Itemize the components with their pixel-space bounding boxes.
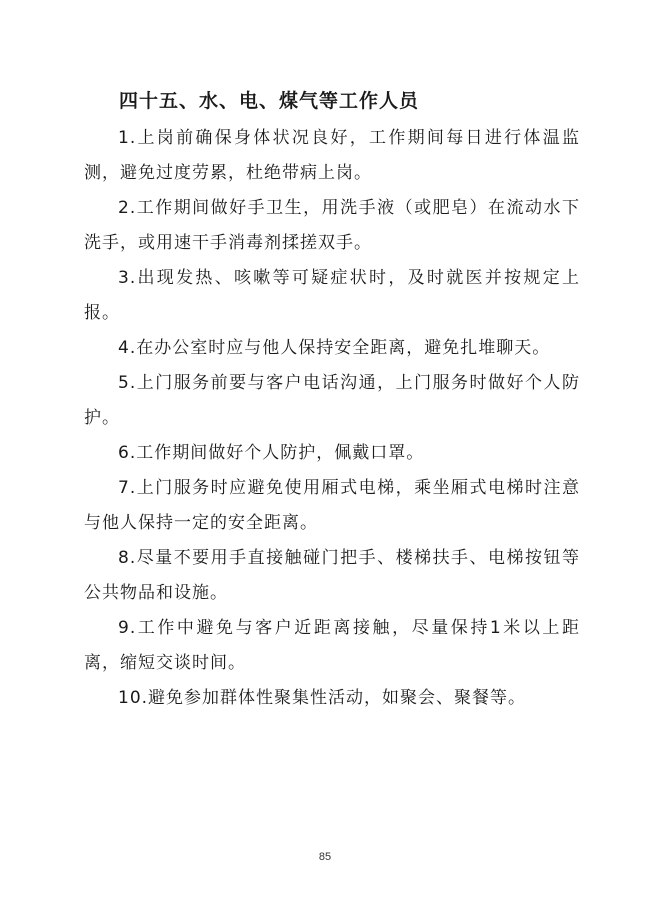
section-heading: 四十五、水、电、煤气等工作人员 <box>119 90 420 112</box>
guideline-item-10: 10.避免参加群体性聚集性活动，如聚会、聚餐等。 <box>118 688 527 708</box>
guideline-list <box>84 121 580 716</box>
guideline-item-1: 1.上岗前确保身体状况良好，工作期间每日进行体温监测，避免过度劳累，杜绝带病上岗。 <box>84 128 580 183</box>
guideline-item-7: 7.上门服务时应避免使用厢式电梯，乘坐厢式电梯时注意与他人保持一定的安全距离。 <box>84 478 580 533</box>
guideline-item-3: 3.出现发热、咳嗽等可疑症状时，及时就医并按规定上报。 <box>84 268 580 323</box>
guideline-item-5: 5.上门服务前要与客户电话沟通，上门服务时做好个人防护。 <box>84 373 580 428</box>
page-number: 85 <box>318 851 332 863</box>
guideline-item-6: 6.工作期间做好个人防护，佩戴口罩。 <box>118 443 425 463</box>
guideline-item-2: 2.工作期间做好手卫生，用洗手液（或肥皂）在流动水下洗手，或用速干手消毒剂揉搓双手。 <box>84 198 580 253</box>
guideline-item-4: 4.在办公室时应与他人保持安全距离，避免扎堆聊天。 <box>118 338 551 358</box>
guideline-item-8: 8.尽量不要用手直接触碰门把手、楼梯扶手、电梯按钮等公共物品和设施。 <box>84 548 580 603</box>
guideline-item-9: 9.工作中避免与客户近距离接触，尽量保持1米以上距离，缩短交谈时间。 <box>84 618 580 673</box>
